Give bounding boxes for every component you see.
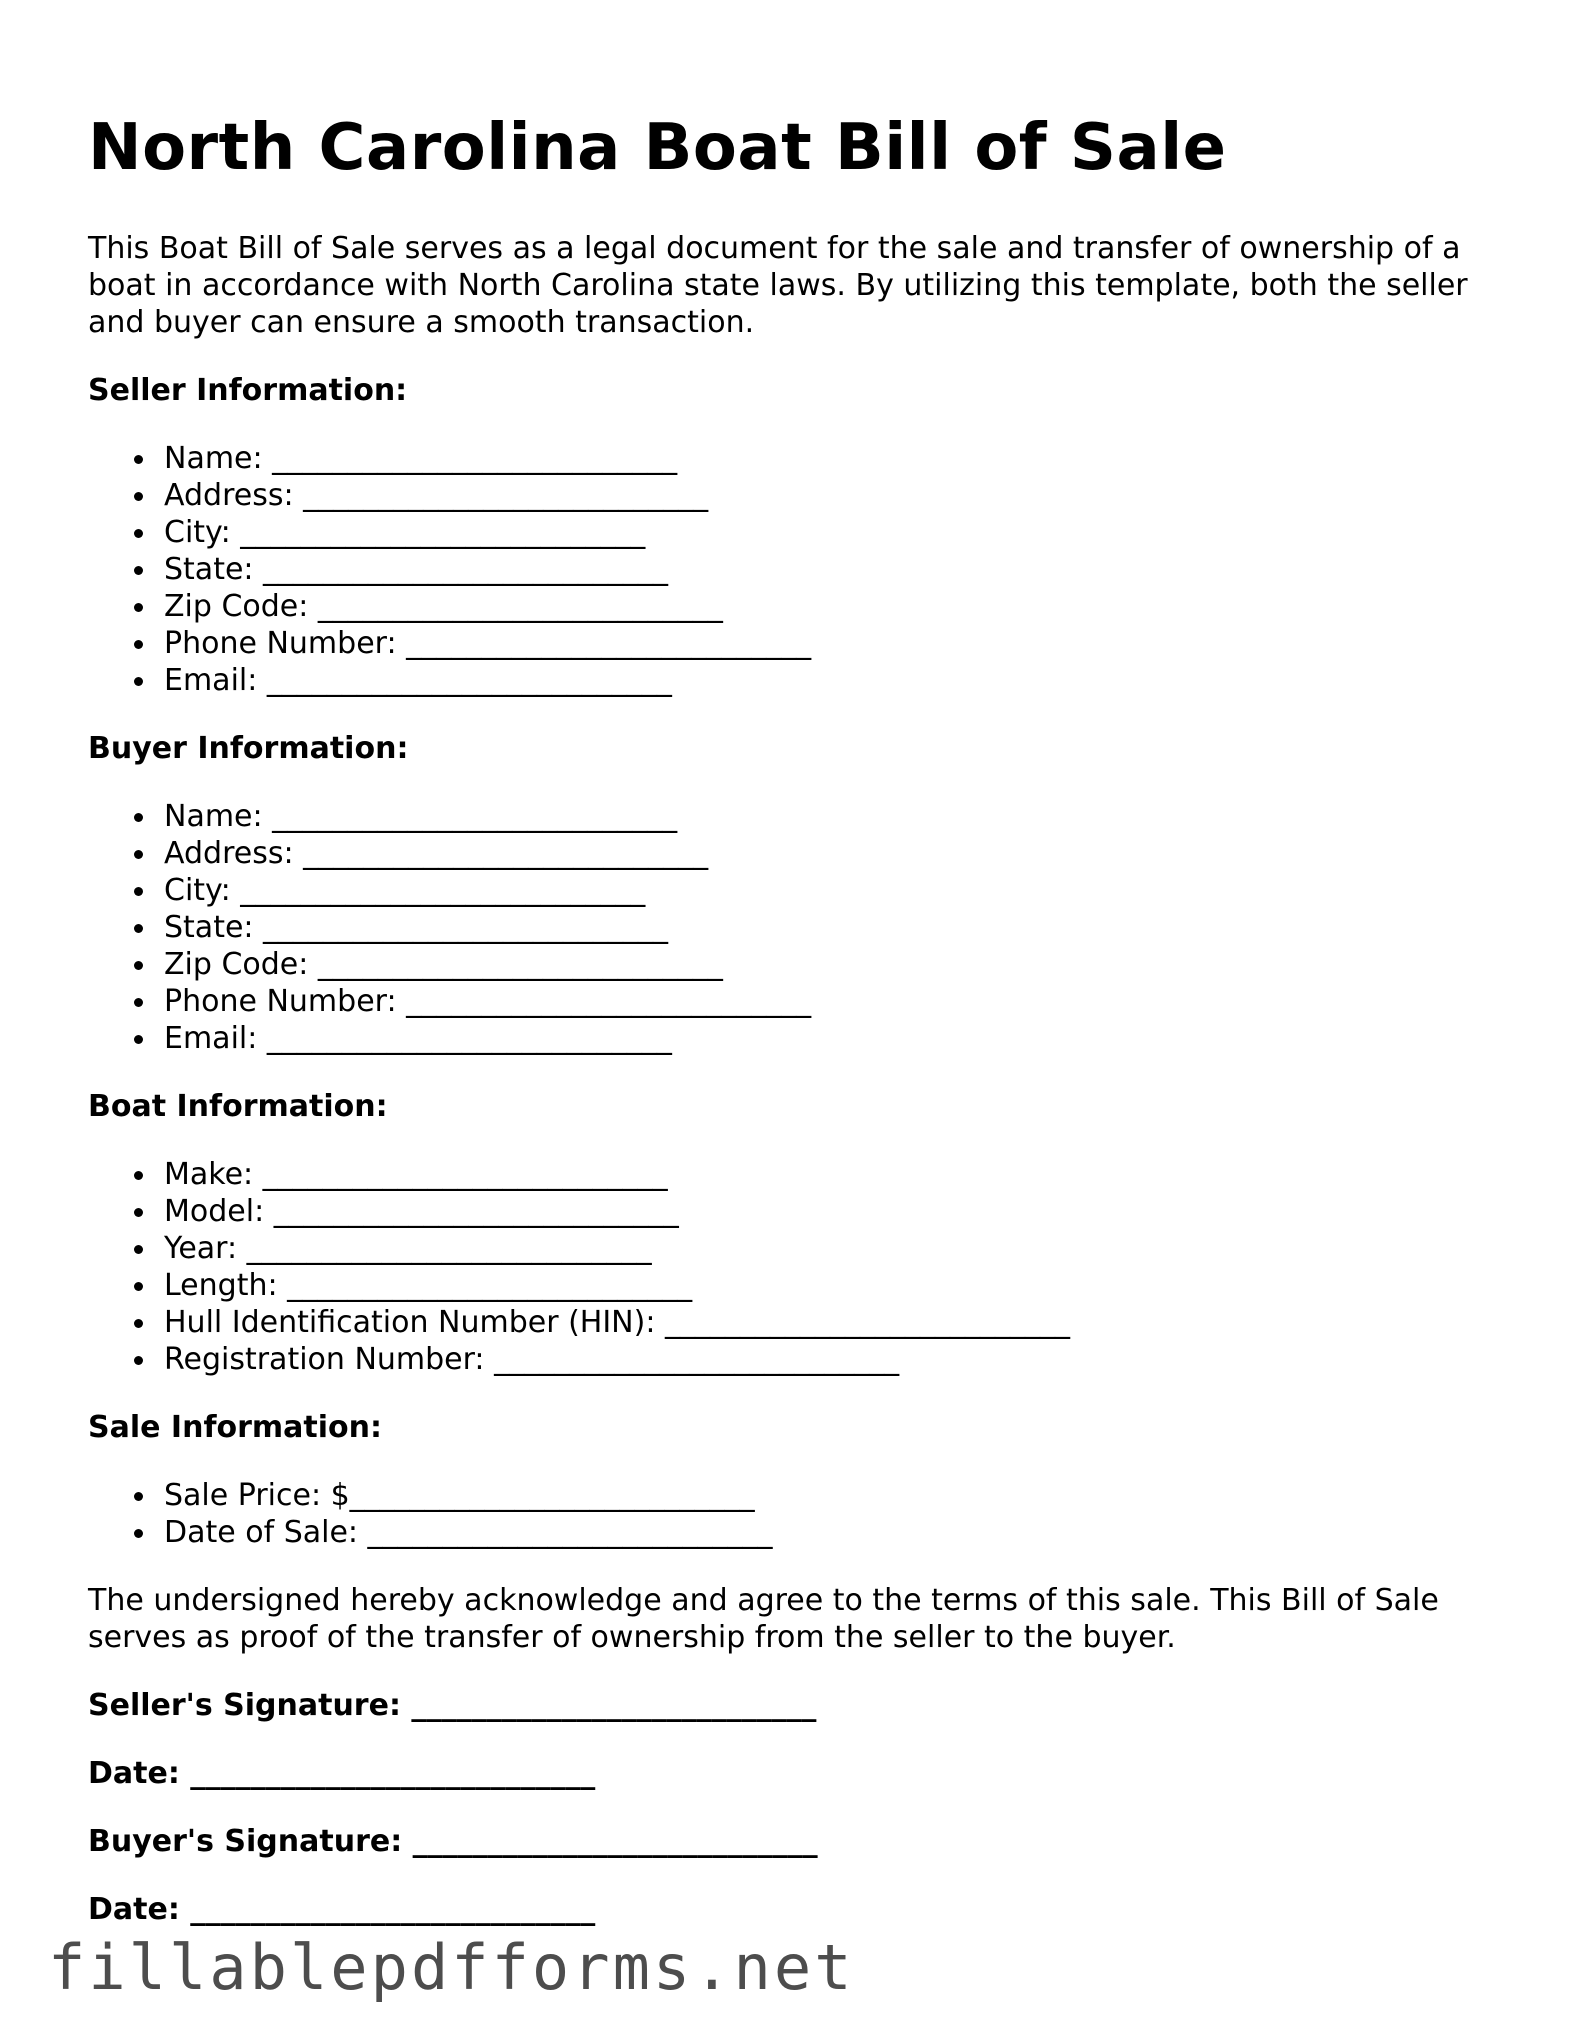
buyer-signature-line[interactable]: Buyer's Signature: ___________________________: [88, 1824, 818, 1859]
sale-date-field[interactable]: Date of Sale: ___________________________: [164, 1514, 1508, 1551]
boat-year-field[interactable]: Year: ___________________________: [164, 1230, 1508, 1267]
boat-length-field[interactable]: Length: ___________________________: [164, 1267, 1508, 1304]
buyer-city-field[interactable]: City: ___________________________: [164, 872, 1508, 909]
sale-field-list: [88, 1477, 1508, 1551]
seller-field-list: [88, 440, 1508, 699]
seller-signature-line[interactable]: Seller's Signature: ___________________________: [88, 1688, 817, 1723]
sale-section-heading: Sale Information:: [88, 1410, 382, 1445]
buyer-section-heading: Buyer Information:: [88, 731, 409, 766]
seller-date-line[interactable]: Date: ___________________________: [88, 1756, 596, 1791]
buyer-name-field[interactable]: Name: ___________________________: [164, 798, 1508, 835]
seller-address-field[interactable]: Address: ___________________________: [164, 477, 1508, 514]
boat-make-field[interactable]: Make: ___________________________: [164, 1156, 1508, 1193]
watermark-text: fillablepdfforms.net: [48, 1931, 855, 2004]
buyer-state-field[interactable]: State: ___________________________: [164, 909, 1508, 946]
seller-section-heading: Seller Information:: [88, 373, 408, 408]
closing-paragraph: The undersigned hereby acknowledge and agree to the terms of this sale. This Bill of Sale serves as proof of the transfer of ownership from the seller to the buyer.: [88, 1583, 1439, 1655]
boat-section-heading: Boat Information:: [88, 1089, 388, 1124]
page-title: North Carolina Boat Bill of Sale: [88, 111, 1227, 185]
buyer-address-field[interactable]: Address: ___________________________: [164, 835, 1508, 872]
boat-field-list: [88, 1156, 1508, 1378]
buyer-email-field[interactable]: Email: ___________________________: [164, 1020, 1508, 1057]
buyer-zip-field[interactable]: Zip Code: ___________________________: [164, 946, 1508, 983]
seller-name-field[interactable]: Name: ___________________________: [164, 440, 1508, 477]
buyer-field-list: [88, 798, 1508, 1057]
buyer-date-line[interactable]: Date: ___________________________: [88, 1892, 596, 1927]
seller-phone-field[interactable]: Phone Number: ___________________________: [164, 625, 1508, 662]
seller-state-field[interactable]: State: ___________________________: [164, 551, 1508, 588]
seller-city-field[interactable]: City: ___________________________: [164, 514, 1508, 551]
boat-model-field[interactable]: Model: ___________________________: [164, 1193, 1508, 1230]
boat-hin-field[interactable]: Hull Identification Number (HIN): ___________________________: [164, 1304, 1508, 1341]
document-page: [88, 104, 1508, 1928]
boat-registration-field[interactable]: Registration Number: ___________________________: [164, 1341, 1508, 1378]
seller-zip-field[interactable]: Zip Code: ___________________________: [164, 588, 1508, 625]
sale-price-field[interactable]: Sale Price: $___________________________: [164, 1477, 1508, 1514]
seller-email-field[interactable]: Email: ___________________________: [164, 662, 1508, 699]
buyer-phone-field[interactable]: Phone Number: ___________________________: [164, 983, 1508, 1020]
intro-paragraph: This Boat Bill of Sale serves as a legal document for the sale and transfer of ownership of a boat in accordance with North Carolina state laws. By utilizing this template, both the seller and buyer can ensure a smooth transaction.: [88, 231, 1468, 340]
